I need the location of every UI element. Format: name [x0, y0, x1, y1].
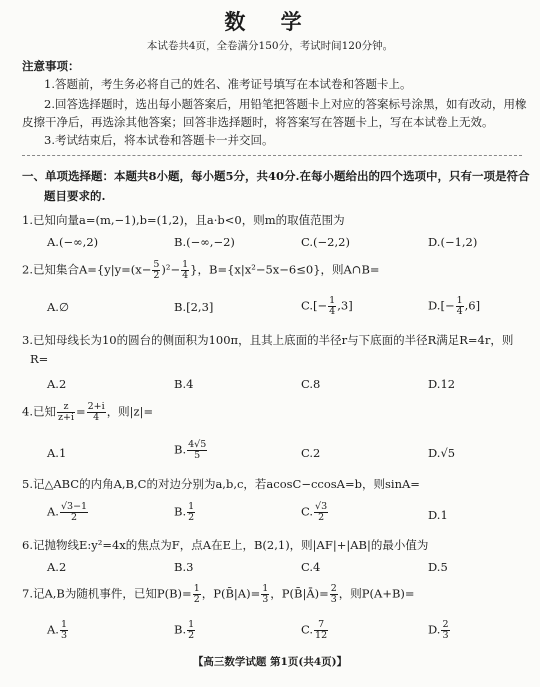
- question-5-stem: 5.记△ABC的内角A,B,C的对边分别为a,b,c，若acosC−ccosA=b，则sinA=: [22, 477, 420, 491]
- q3-option-c: C.8: [301, 377, 321, 391]
- q3-option-b: B.4: [174, 377, 194, 391]
- q5-option-c: C. $\frac{√3}{2}$: [301, 501, 328, 523]
- question-3-stem: 3.已知母线长为10的圆台的侧面积为100π，且其上底面的半径r与下底面的半径R满足R=4r，则: [22, 333, 514, 347]
- question-1-stem: 1.已知向量a=(m,−1),b=(1,2)，且a·b<0，则m的取值范围为: [22, 213, 345, 227]
- q1-option-a: A.(−∞,2): [47, 235, 99, 249]
- q7-option-b: B. $\frac{1}{2}$: [174, 619, 195, 641]
- q6-option-a: A.2: [47, 560, 67, 574]
- q4-option-c: C.2: [301, 446, 321, 460]
- q1-option-b: B.(−∞,−2): [174, 235, 235, 249]
- q6-option-c: C.4: [301, 560, 321, 574]
- question-4-stem: 4.已知 $\frac{z}{z+i}$ = $\frac{2+i}{4}$ ，则|z|=: [22, 401, 154, 423]
- divider: [22, 155, 522, 156]
- q2-option-d: D.[− $\frac{1}{4}$ ,6]: [428, 295, 481, 317]
- question-6-stem: 6.记抛物线E:y²=4x的焦点为F，点A在E上，B(2,1)，则|AF|+|AB|的最小值为: [22, 538, 429, 552]
- page-footer: 【高三数学试题 第1页(共4页)】: [192, 656, 348, 668]
- notice-item-1: 1.答题前，考生务必将自己的姓名、准考证号填写在本试卷和答题卡上。: [44, 77, 412, 91]
- q4-option-d: D.√5: [428, 446, 456, 460]
- section-heading-2: 题目要求的.: [44, 189, 106, 203]
- notice-heading: 注意事项：: [22, 59, 80, 73]
- q5-option-d: D.1: [428, 508, 448, 522]
- q6-option-b: B.3: [174, 560, 194, 574]
- page-title: 数 学: [224, 9, 316, 34]
- question-3-stem-cont: R=: [30, 352, 49, 366]
- section-heading-1: 一、单项选择题：本题共8小题，每小题5分，共40分.在每小题给出的四个选项中，只有一项是符合: [22, 169, 530, 183]
- q7-option-d: D. $\frac{2}{3}$: [428, 619, 449, 641]
- q7-option-a: A. $\frac{1}{3}$: [47, 619, 68, 641]
- notice-item-3: 3.考试结束后，将本试卷和答题卡一并交回。: [44, 133, 274, 147]
- exam-info: 本试卷共4页，全卷满分150分，考试时间120分钟。: [146, 40, 394, 52]
- notice-item-2-cont: 皮擦干净后，再选涂其他答案；回答非选择题时，将答案写在答题卡上，写在本试卷上无效。: [22, 115, 494, 129]
- question-2-stem: 2.已知集合A={y|y=(x− $\frac{5}{2}$ )²− $\frac{1}{4}$ }，B={x|x²−5x−6≤0}，则A∩B=: [22, 259, 380, 281]
- q1-option-d: D.(−1,2): [428, 235, 478, 249]
- q2-option-a: A.∅: [47, 300, 69, 314]
- q2-option-b: B.[2,3]: [174, 300, 214, 314]
- q1-option-c: C.(−2,2): [301, 235, 350, 249]
- q3-option-a: A.2: [47, 377, 67, 391]
- q6-option-d: D.5: [428, 560, 448, 574]
- q2-option-c: C.[− $\frac{1}{4}$ ,3]: [301, 295, 353, 317]
- q4-option-a: A.1: [47, 446, 67, 460]
- q5-option-a: A. $\frac{√3-1}{2}$: [47, 501, 88, 523]
- q7-option-c: C. $\frac{7}{12}$: [301, 619, 328, 641]
- question-7-stem: 7.记A,B为随机事件，已知P(B)= $\frac{1}{2}$ ，P(B̄|A)= $\frac{1}{3}$ ，P(B̄|Ā)= $\frac{2}{3}$ ，则P(A+B)=: [22, 583, 415, 605]
- q4-option-b: B. $\frac{4√5}{5}$: [174, 439, 207, 461]
- q5-option-b: B. $\frac{1}{2}$: [174, 501, 195, 523]
- notice-item-2: 2.回答选择题时，选出每小题答案后，用铅笔把答题卡上对应的答案标号涂黑，如有改动，用橡: [44, 97, 527, 111]
- q3-option-d: D.12: [428, 377, 456, 391]
